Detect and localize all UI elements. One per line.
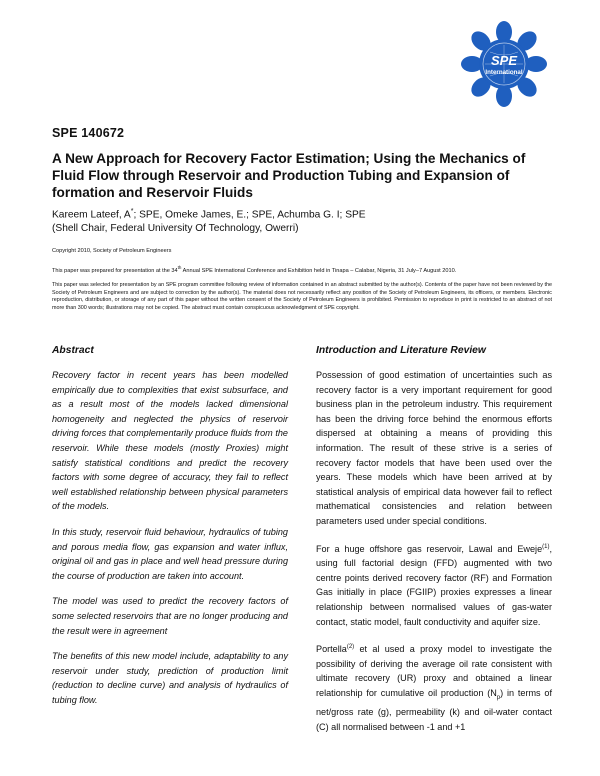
introduction-p3-start: Portella	[316, 644, 347, 655]
reference-2: (2)	[346, 644, 355, 651]
conference-notice	[52, 265, 552, 274]
conference-ordinal: th	[177, 265, 182, 270]
introduction-p3-end: ) in terms of net/gross rate (g), permeability (k) and oil-water contact (C) all normalised between -1 and +1	[316, 687, 552, 732]
introduction-paragraph-2	[316, 540, 552, 630]
introduction-heading: Introduction and Literature Review	[316, 345, 486, 356]
introduction-p3-middle: et al used a proxy model to investigate the possibility of deriving the average oil rate consistent with ultimate recovery (UR) proxy and obtained a linear relationship for cumulative oil production (N	[316, 644, 552, 698]
conference-notice-start: This paper was prepared for presentation at the 34	[52, 267, 178, 274]
introduction-paragraph-3	[316, 640, 552, 734]
spe-international-logo	[458, 18, 550, 110]
logo-spe-text: SPE	[490, 53, 518, 68]
selection-disclaimer: This paper was selected for presentation by an SPE program committee following review of information contained in an abstract submitted by the author(s). Contents of the paper have not been reviewed by the Society of Petroleum Engineers and are subject to correction by the author(s). The material does not necessarily reflect any position of the Society of Petroleum Engineers, its officers, or members. Electronic reproduction, distribution, or storage of any part of this paper without the written consent of the Society of Petroleum Engineers is prohibited. Permission to reproduce in print is restricted to an abstract of not more than 300 words; illustrations may not be copied. The abstract must contain conspicuous acknowledgment of SPE copyright.	[52, 282, 552, 311]
copyright-notice: Copyright 2010, Society of Petroleum Engineers	[52, 248, 172, 254]
author-asterisk: *	[130, 208, 134, 215]
introduction-column	[316, 345, 552, 746]
reference-1: (1)	[542, 543, 550, 550]
introduction-p2-end: , using full factorial design (FFD) augmented with two centre points derived recovery factor (RF) and Formation Gas initially in place (FGIIP) proxies expresses a linear relationship between normalised values of gas-water contact, static model, fault conductivity and aquifer size.	[316, 543, 552, 627]
author-first: Kareem Lateef, A	[52, 209, 131, 221]
paper-title: A New Approach for Recovery Factor Estimation; Using the Mechanics of Fluid Flow through Reservoir and Production Tubing and Expansion of formation and Reservoir Fluids	[52, 151, 526, 200]
introduction-p2-start: For a huge offshore gas reservoir, Lawal and Eweje	[316, 543, 543, 554]
logo-international-text: International	[485, 69, 523, 76]
author-affiliation: (Shell Chair, Federal University Of Technology, Owerri)	[52, 222, 299, 234]
abstract-heading: Abstract	[52, 345, 94, 356]
introduction-paragraph-1: Possession of good estimation of uncertainties such as recovery factor is a very important requirement for good business plan in the petroleum industry. This requirement has been the driving force behind the enormous efforts dispersed at obtaining a means of providing this information. The result of these strive is a series of recovery factor models that have been used over the years. These models which have been arrived at by statistical analysis of empirical data however fail to reflect mathematical consistencies and relation between parameters used under special conditions.	[316, 370, 552, 526]
author-names	[52, 205, 552, 222]
abstract-paragraph-3: The model was used to predict the recovery factors of some selected reservoirs that are no longer producing and the result were in agreement	[52, 596, 288, 636]
conference-notice-end: Annual SPE International Conference and Exhibition held in Tinapa – Calabar, Nigeria, 31 July–7 August 2010.	[181, 267, 457, 274]
paper-number: SPE 140672	[52, 126, 125, 140]
subscript-p: p	[496, 694, 501, 701]
author-rest: ; SPE, Omeke James, E.; SPE, Achumba G. I; SPE	[133, 209, 366, 221]
author-block	[52, 205, 552, 235]
abstract-paragraph-4: The benefits of this new model include, adaptability to any reservoir under study, prediction of production limit (reduction to decline curve) and analysis of hydraulics of tubing flow.	[52, 651, 288, 705]
abstract-paragraph-2: In this study, reservoir fluid behaviour, hydraulics of tubing and porous media flow, gas expansion and water influx, original oil and gas in place and well head pressure during the course of production are taken into account.	[52, 526, 288, 581]
abstract-paragraph-1: Recovery factor in recent years has been modelled empirically due to complexities that exist subsurface, and as a result most of the models lacked dimensional homogeneity and neglected the physics of reservoir driving forces that complementarily produce fluids from the reservoir. While these models (mostly Proxies) might satisfy statistical conditions and predict the recovery factors with some degree of accuracy, they fail to reflect well established relationship between physical parameters of the models.	[52, 370, 288, 512]
abstract-column	[52, 345, 288, 718]
spe-globe-icon	[458, 18, 550, 110]
